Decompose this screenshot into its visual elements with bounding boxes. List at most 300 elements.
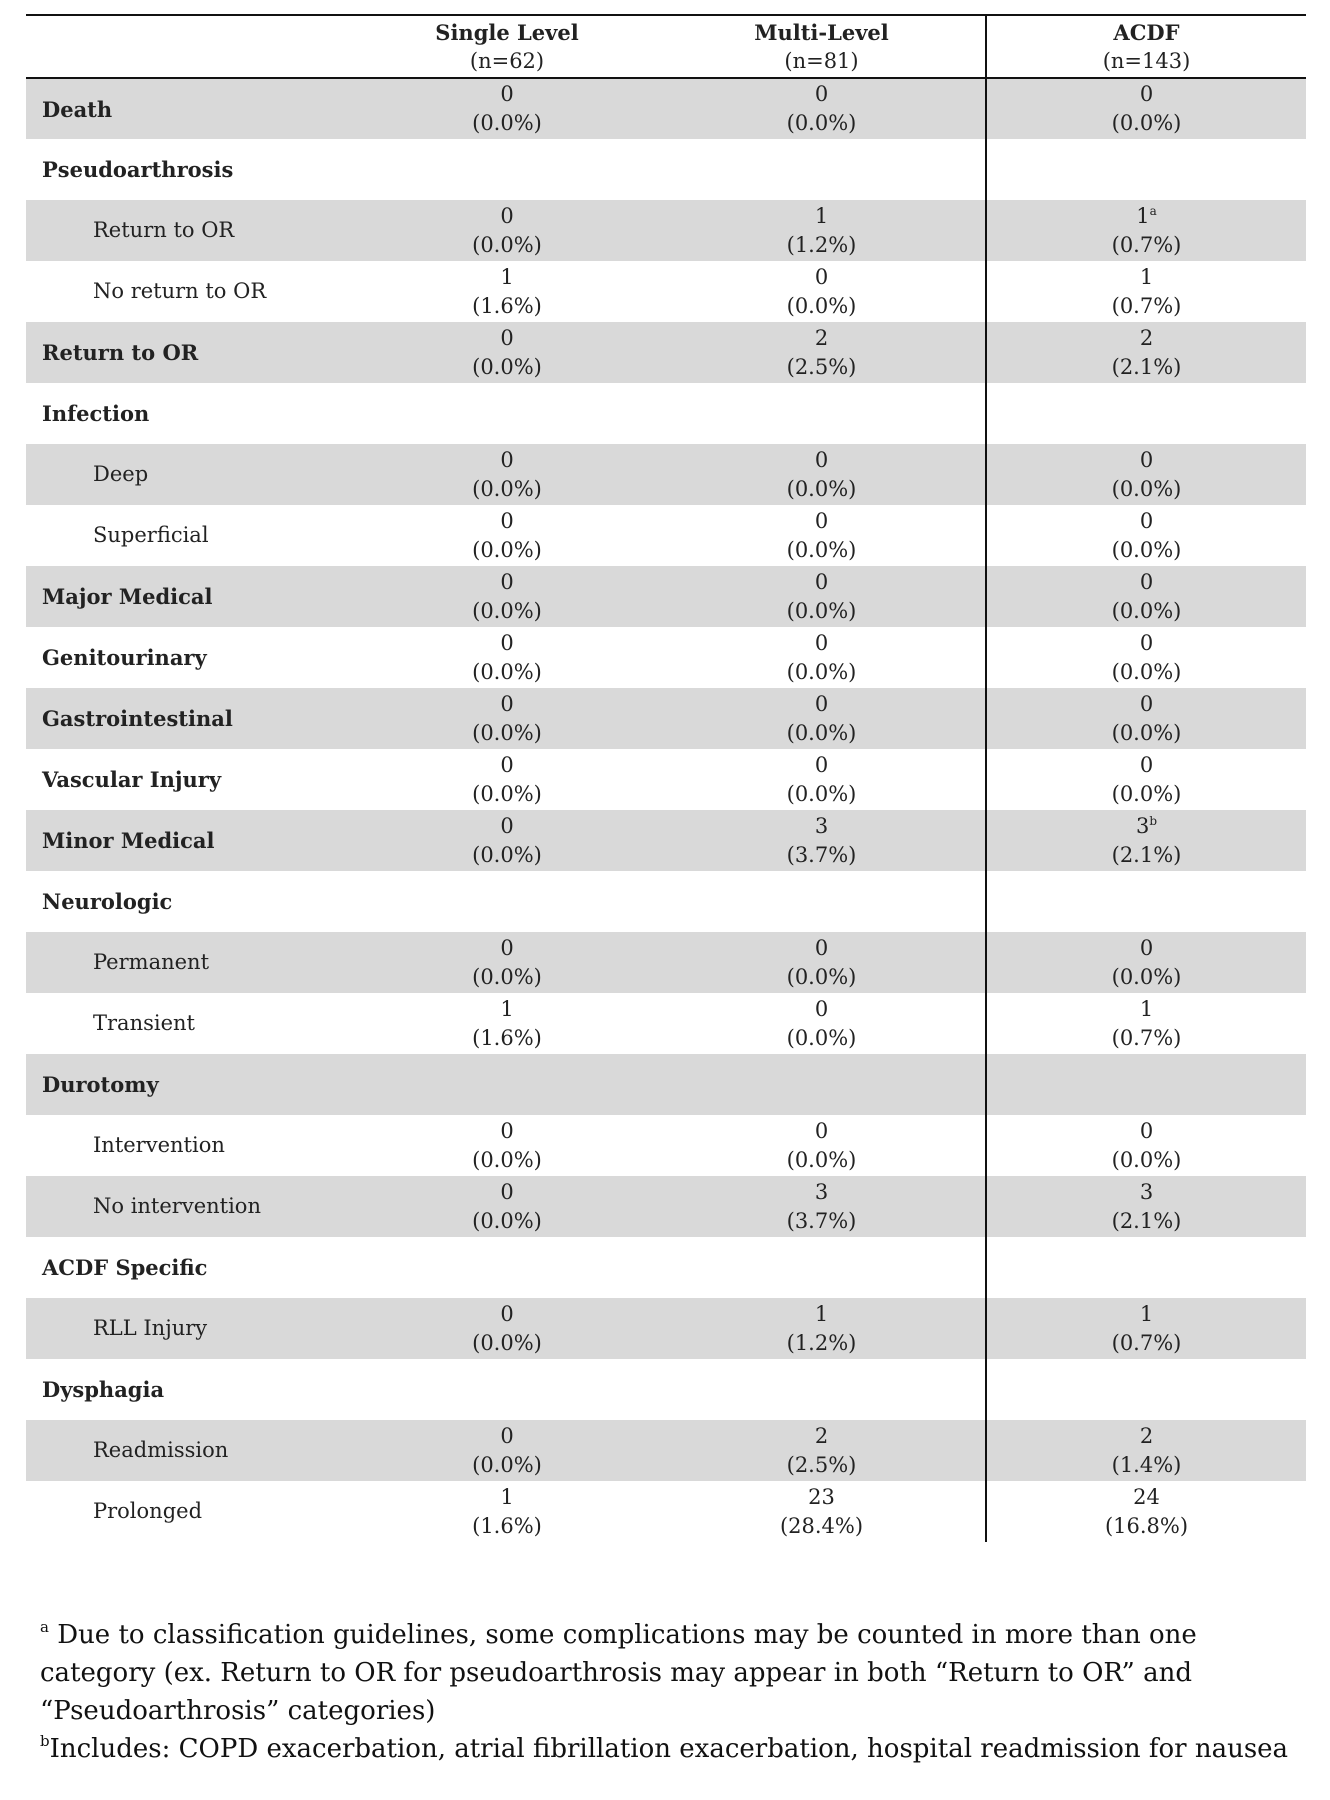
cell-percent: (16.8%) [1104, 1513, 1189, 1538]
data-cell [658, 444, 986, 505]
cell-count-value: 0 [1139, 935, 1154, 960]
row-label: Gastrointestinal [26, 688, 356, 749]
data-cell [356, 444, 658, 505]
cell-percent: (0.7%) [1111, 1025, 1182, 1050]
cell-count [987, 995, 1306, 1024]
data-cell [986, 505, 1306, 566]
cell-count-value: 3 [1135, 813, 1150, 838]
table-row [26, 810, 1306, 871]
cell-count [356, 263, 658, 292]
data-cell [986, 871, 1306, 932]
table-row [26, 139, 1306, 200]
cell-count-value: 0 [500, 691, 514, 716]
cell-count-value: 0 [1139, 569, 1154, 594]
data-cell [986, 1420, 1306, 1481]
cell-count [356, 1117, 658, 1146]
cell-percent: (0.0%) [786, 1025, 857, 1050]
cell-count-value: 0 [1139, 752, 1154, 777]
data-cell [986, 322, 1306, 383]
cell-count [658, 1483, 985, 1512]
cell-percent: (0.0%) [472, 354, 542, 379]
data-cell [986, 810, 1306, 871]
cell-count [356, 507, 658, 536]
data-cell [986, 1176, 1306, 1237]
table-row [26, 1298, 1306, 1359]
cell-count [356, 629, 658, 658]
cell-count-value: 0 [1139, 508, 1154, 533]
table-row [26, 871, 1306, 932]
data-cell [658, 78, 986, 139]
cell-count-value: 0 [814, 630, 829, 655]
cell-count-value: 1 [1139, 996, 1154, 1021]
data-cell [986, 1054, 1306, 1115]
cell-percent: (2.1%) [1111, 1208, 1182, 1233]
data-cell [356, 322, 658, 383]
cell-count [658, 1422, 985, 1451]
cell-count-value: 0 [1139, 447, 1154, 472]
cell-percent: (1.2%) [786, 1330, 857, 1355]
row-label: Dysphagia [42, 1377, 165, 1402]
data-cell [356, 932, 658, 993]
cell-percent: (0.0%) [786, 476, 857, 501]
data-cell [356, 993, 658, 1054]
data-cell [658, 1298, 986, 1359]
cell-count-value: 0 [1139, 82, 1154, 106]
table-row [26, 1359, 1306, 1420]
cell-count-value: 0 [814, 691, 829, 716]
row-label: Vascular Injury [42, 767, 222, 792]
column-name: Multi-Level [754, 19, 889, 45]
cell-count-value: 0 [500, 569, 514, 594]
cell-count [658, 1117, 985, 1146]
data-cell [658, 810, 986, 871]
row-label: RLL Injury [26, 1298, 356, 1359]
cell-percent: (0.7%) [1111, 293, 1182, 318]
row-label: Readmission [26, 1420, 356, 1481]
table-row [26, 749, 1306, 810]
cell-percent: (0.0%) [472, 1452, 542, 1477]
cell-count [987, 324, 1306, 353]
row-label: Deep [26, 444, 356, 505]
data-cell [356, 78, 658, 139]
data-cell [658, 200, 986, 261]
cell-count-value: 0 [500, 1118, 514, 1143]
cell-count-value: 1 [500, 996, 514, 1021]
cell-count-value: 0 [814, 752, 829, 777]
document [26, 14, 1306, 1542]
data-cell [356, 1420, 658, 1481]
data-cell [658, 1054, 986, 1115]
data-cell [658, 1176, 986, 1237]
data-cell [986, 383, 1306, 444]
cell-count-value: 2 [814, 325, 829, 350]
table-row [26, 993, 1306, 1054]
cell-count-value: 0 [1139, 1118, 1154, 1143]
cell-count [658, 80, 985, 109]
cell-count-value: 0 [500, 447, 514, 472]
data-cell [356, 1054, 658, 1115]
data-cell [986, 749, 1306, 810]
cell-count [987, 568, 1306, 597]
cell-count [987, 1300, 1306, 1329]
cell-count-value: 24 [1133, 1484, 1160, 1509]
cell-percent: (2.5%) [786, 354, 857, 379]
cell-percent: (0.0%) [1111, 537, 1182, 562]
data-cell [658, 627, 986, 688]
data-cell [986, 1298, 1306, 1359]
data-cell [356, 1298, 658, 1359]
table-body [26, 78, 1306, 1542]
cell-percent: (2.1%) [1111, 842, 1182, 867]
cell-count-value: 23 [808, 1484, 835, 1509]
footnote-mark: a [40, 1618, 49, 1636]
cell-percent: (2.5%) [786, 1452, 857, 1477]
data-cell [658, 566, 986, 627]
table-row [26, 200, 1306, 261]
cell-percent: (0.0%) [472, 476, 542, 501]
data-cell [658, 1420, 986, 1481]
header-single-level [356, 15, 658, 78]
cell-count [658, 995, 985, 1024]
table-row [26, 383, 1306, 444]
table-row [26, 566, 1306, 627]
cell-percent: (0.0%) [1111, 111, 1182, 135]
cell-percent: (0.0%) [1111, 476, 1182, 501]
data-cell [356, 261, 658, 322]
header-row [26, 15, 1306, 78]
data-cell [658, 993, 986, 1054]
cell-count [987, 263, 1306, 292]
footnote-mark: b [40, 1732, 50, 1750]
cell-count [356, 751, 658, 780]
cell-percent: (0.0%) [472, 232, 542, 257]
cell-count-value: 0 [814, 569, 829, 594]
cell-count [658, 1178, 985, 1207]
cell-count-value: 0 [500, 1179, 514, 1204]
data-cell [986, 139, 1306, 200]
data-cell [658, 505, 986, 566]
data-cell [658, 383, 986, 444]
row-label: Minor Medical [26, 810, 356, 871]
cell-count [658, 690, 985, 719]
table-row [26, 1115, 1306, 1176]
cell-count [658, 202, 985, 231]
table-row [26, 688, 1306, 749]
cell-count [987, 202, 1306, 231]
row-label: Transient [93, 1011, 195, 1035]
cell-count-value: 3 [814, 1179, 829, 1204]
complications-table [26, 14, 1306, 1542]
cell-count [356, 324, 658, 353]
data-cell [356, 139, 658, 200]
row-label: Permanent [26, 932, 356, 993]
data-cell [986, 1359, 1306, 1420]
footnote-reference: a [1149, 203, 1157, 218]
table-row [26, 444, 1306, 505]
data-cell [658, 1359, 986, 1420]
row-label: Prolonged [93, 1499, 203, 1523]
cell-count [987, 446, 1306, 475]
row-label: Return to OR [26, 200, 356, 261]
cell-count-value: 0 [500, 325, 514, 350]
footnote-a [40, 1616, 1310, 1730]
cell-count [356, 1300, 658, 1329]
cell-count [658, 1300, 985, 1329]
cell-count [658, 629, 985, 658]
data-cell [356, 1176, 658, 1237]
cell-count [987, 1178, 1306, 1207]
cell-percent: (1.4%) [1111, 1452, 1182, 1477]
data-cell [356, 688, 658, 749]
data-cell [986, 261, 1306, 322]
cell-count-value: 0 [500, 935, 514, 960]
cell-count-value: 0 [814, 447, 829, 472]
cell-count [987, 751, 1306, 780]
cell-percent: (3.7%) [786, 842, 857, 867]
row-label: Pseudoarthrosis [42, 157, 234, 182]
cell-percent: (0.0%) [472, 1147, 542, 1172]
table-row [26, 1176, 1306, 1237]
cell-percent: (0.0%) [472, 964, 542, 989]
footnote-text: Includes: COPD exacerbation, atrial fibrillation exacerbation, hospital readmission for nausea [49, 1734, 1289, 1764]
data-cell [986, 993, 1306, 1054]
footnote-text: Due to classification guidelines, some complications may be counted in more than one category (ex. Return to OR for pseudoarthrosis may appear in both “Return to OR” and “Pseudoarthrosis” categories) [40, 1620, 1197, 1726]
cell-count [658, 446, 985, 475]
cell-percent: (0.0%) [786, 293, 857, 318]
cell-count-value: 0 [814, 82, 829, 106]
cell-count [356, 995, 658, 1024]
data-cell [658, 749, 986, 810]
data-cell [356, 505, 658, 566]
cell-percent: (0.0%) [472, 842, 542, 867]
cell-count-value: 1 [500, 264, 514, 289]
row-label: Superficial [93, 523, 209, 547]
data-cell [356, 1359, 658, 1420]
cell-percent: (0.0%) [786, 781, 857, 806]
data-cell [658, 139, 986, 200]
cell-percent: (0.0%) [1111, 720, 1182, 745]
table-row [26, 1420, 1306, 1481]
cell-count-value: 0 [500, 752, 514, 777]
data-cell [986, 1481, 1306, 1542]
data-cell [658, 261, 986, 322]
row-label: No intervention [26, 1176, 356, 1237]
cell-percent: (0.0%) [472, 598, 542, 623]
cell-count-value: 3 [814, 813, 829, 838]
cell-count-value: 1 [1139, 264, 1154, 289]
data-cell [986, 932, 1306, 993]
cell-count-value: 1 [814, 1301, 829, 1326]
cell-count-value: 0 [500, 813, 514, 838]
row-label: Return to OR [26, 322, 356, 383]
cell-count [658, 751, 985, 780]
cell-percent: (0.0%) [472, 781, 542, 806]
cell-count [658, 324, 985, 353]
data-cell [356, 627, 658, 688]
cell-count-value: 0 [814, 935, 829, 960]
data-cell [986, 1237, 1306, 1298]
cell-count-value: 2 [1139, 325, 1154, 350]
cell-count-value: 0 [500, 203, 514, 228]
cell-percent: (0.0%) [786, 111, 857, 135]
table-header [26, 15, 1306, 78]
data-cell [356, 1481, 658, 1542]
data-cell [658, 1481, 986, 1542]
data-cell [986, 78, 1306, 139]
table-row [26, 78, 1306, 139]
cell-count [987, 629, 1306, 658]
cell-count-value: 0 [1139, 691, 1154, 716]
cell-count-value: 0 [500, 630, 514, 655]
cell-percent: (1.2%) [786, 232, 857, 257]
cell-count [987, 934, 1306, 963]
cell-percent: (0.0%) [472, 537, 542, 562]
cell-count [658, 812, 985, 841]
cell-count-value: 0 [500, 1301, 514, 1326]
row-label: No return to OR [93, 279, 267, 303]
row-label: Death [26, 78, 356, 139]
data-cell [658, 322, 986, 383]
table-row [26, 932, 1306, 993]
cell-percent: (0.0%) [472, 1208, 542, 1233]
row-label: Durotomy [26, 1054, 356, 1115]
cell-percent: (0.0%) [472, 720, 542, 745]
cell-percent: (1.6%) [472, 1513, 542, 1538]
cell-percent: (0.0%) [1111, 598, 1182, 623]
cell-percent: (0.0%) [786, 964, 857, 989]
row-label: ACDF Specific [42, 1255, 208, 1280]
cell-count-value: 0 [814, 508, 829, 533]
data-cell [986, 200, 1306, 261]
data-cell [356, 383, 658, 444]
cell-percent: (1.6%) [472, 1025, 542, 1050]
cell-count [987, 1422, 1306, 1451]
cell-count-value: 1 [1136, 203, 1150, 228]
cell-count [356, 80, 658, 109]
cell-count-value: 1 [814, 203, 829, 228]
table-row [26, 1237, 1306, 1298]
cell-count [658, 934, 985, 963]
row-label: Genitourinary [42, 645, 207, 670]
cell-percent: (0.0%) [472, 659, 542, 684]
cell-count-value: 0 [500, 82, 514, 106]
cell-count [356, 934, 658, 963]
cell-count [356, 568, 658, 597]
cell-percent: (0.0%) [786, 1147, 857, 1172]
row-label: Infection [42, 401, 150, 426]
cell-count-value: 0 [814, 1118, 829, 1143]
table-row [26, 1054, 1306, 1115]
data-cell [658, 688, 986, 749]
table-row [26, 627, 1306, 688]
cell-count [658, 507, 985, 536]
data-cell [658, 871, 986, 932]
cell-count-value: 2 [814, 1423, 829, 1448]
header-label-column [26, 15, 356, 78]
cell-count [658, 263, 985, 292]
cell-count [987, 80, 1306, 109]
footnote-reference: b [1149, 813, 1158, 828]
table-row [26, 322, 1306, 383]
table-row [26, 1481, 1306, 1542]
cell-count [658, 568, 985, 597]
row-label: Neurologic [42, 889, 173, 914]
cell-count [356, 446, 658, 475]
data-cell [658, 932, 986, 993]
cell-count-value: 0 [500, 508, 514, 533]
table-row [26, 505, 1306, 566]
cell-count [356, 690, 658, 719]
cell-count [356, 1483, 658, 1512]
cell-percent: (0.0%) [1111, 1147, 1182, 1172]
cell-count-value: 1 [1139, 1301, 1154, 1326]
cell-count [356, 1422, 658, 1451]
column-name: Single Level [435, 19, 579, 45]
data-cell [356, 810, 658, 871]
cell-count [356, 1178, 658, 1207]
cell-count [356, 812, 658, 841]
cell-count-value: 2 [1139, 1423, 1154, 1448]
data-cell [986, 627, 1306, 688]
cell-count-value: 0 [814, 996, 829, 1021]
cell-count [987, 812, 1306, 841]
cell-count [987, 507, 1306, 536]
footnotes [40, 1616, 1310, 1768]
cell-percent: (2.1%) [1111, 354, 1182, 379]
row-label: Intervention [93, 1133, 225, 1157]
cell-percent: (0.0%) [1111, 781, 1182, 806]
cell-count [987, 1117, 1306, 1146]
data-cell [986, 1115, 1306, 1176]
cell-count [987, 690, 1306, 719]
cell-percent: (0.0%) [786, 537, 857, 562]
data-cell [356, 1237, 658, 1298]
column-n: (n=81) [784, 48, 859, 73]
cell-percent: (0.0%) [1111, 964, 1182, 989]
cell-count [356, 202, 658, 231]
data-cell [658, 1237, 986, 1298]
cell-percent: (0.0%) [472, 1330, 542, 1355]
cell-percent: (3.7%) [786, 1208, 857, 1233]
data-cell [356, 200, 658, 261]
cell-percent: (0.7%) [1111, 1330, 1182, 1355]
cell-count-value: 3 [1139, 1179, 1154, 1204]
table-row [26, 261, 1306, 322]
data-cell [986, 566, 1306, 627]
cell-percent: (0.0%) [472, 111, 542, 135]
row-label: Major Medical [26, 566, 356, 627]
cell-percent: (1.6%) [472, 293, 542, 318]
cell-count [987, 1483, 1306, 1512]
cell-count-value: 0 [814, 264, 829, 289]
header-acdf [986, 15, 1306, 78]
column-n: (n=62) [469, 48, 545, 73]
cell-count-value: 1 [500, 1484, 514, 1509]
cell-percent: (0.0%) [786, 659, 857, 684]
cell-percent: (0.0%) [1111, 659, 1182, 684]
cell-percent: (0.0%) [786, 720, 857, 745]
cell-count-value: 0 [1139, 630, 1154, 655]
data-cell [356, 566, 658, 627]
cell-percent: (28.4%) [779, 1513, 864, 1538]
column-name: ACDF [1113, 19, 1180, 45]
data-cell [658, 1115, 986, 1176]
cell-percent: (0.0%) [786, 598, 857, 623]
header-multi-level [658, 15, 986, 78]
data-cell [356, 871, 658, 932]
data-cell [356, 749, 658, 810]
footnote-b [40, 1730, 1310, 1768]
